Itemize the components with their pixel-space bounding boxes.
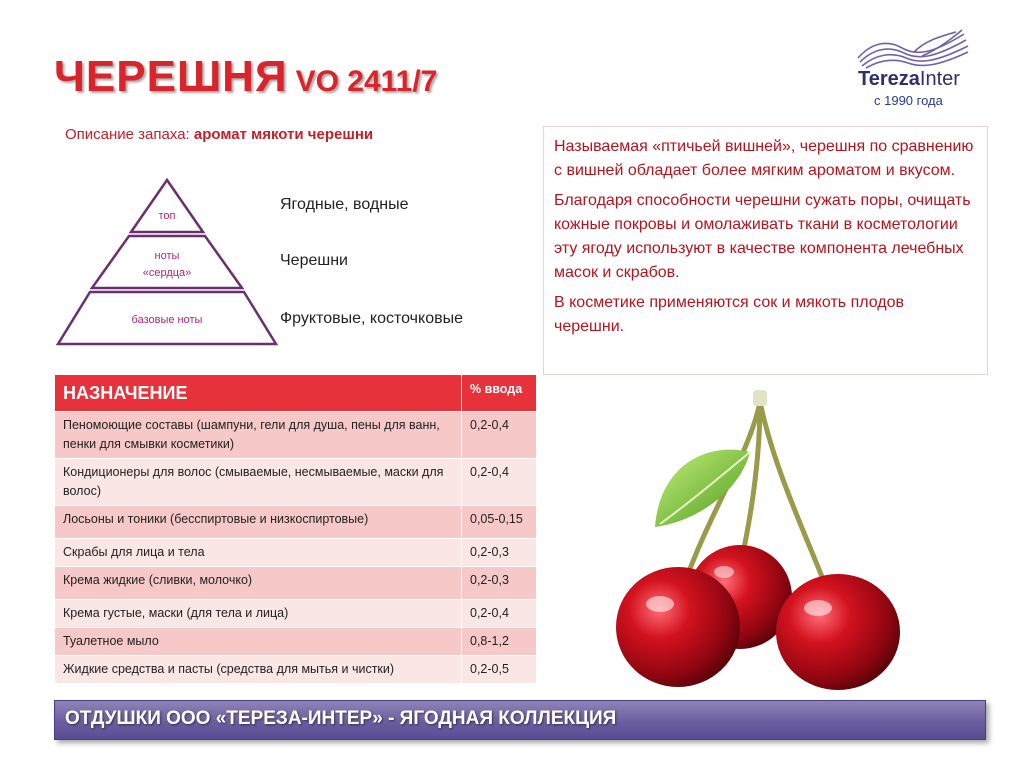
stem-tip <box>753 390 767 406</box>
cherries-image <box>600 382 930 692</box>
table-cell-percent: 0,2-0,3 <box>462 567 537 600</box>
table-cell-percent: 0,8-1,2 <box>462 628 537 656</box>
table-cell-percent: 0,2-0,4 <box>462 412 537 459</box>
scent-label: Описание запаха: <box>65 126 190 143</box>
footer-text: ОТДУШКИ ООО «ТЕРЕЗА-ИНТЕР» - ЯГОДНАЯ КОЛЛЕКЦИЯ <box>65 708 617 729</box>
description-paragraph: В косметике применяются сок и мякоть плодов черешни. <box>554 294 905 335</box>
cherry-right <box>776 574 900 690</box>
note-top: Ягодные, водные <box>280 196 409 213</box>
table-row <box>55 459 537 506</box>
table-cell-purpose: Крема густые, маски (для тела и лица) <box>55 600 462 628</box>
page-title <box>54 52 437 102</box>
table-cell-purpose: Крема жидкие (сливки, молочко) <box>55 567 462 600</box>
pyramid-heart-label-2: «сердца» <box>142 267 192 279</box>
description-paragraph: Называемая «птичьей вишней», черешня по сравнению с вишней обладает более мягким ароматом и вкусом. <box>554 138 974 179</box>
table-cell-purpose: Жидкие средства и пасты (средства для мытья и чистки) <box>55 656 462 684</box>
table-row <box>55 539 537 567</box>
table-cell-percent: 0,2-0,4 <box>462 600 537 628</box>
table-cell-percent: 0,2-0,4 <box>462 459 537 506</box>
pyramid-heart-label-1: ноты <box>154 250 180 262</box>
logo-name: TerezaInter <box>858 68 960 90</box>
table-cell-purpose: Скрабы для лица и тела <box>55 539 462 567</box>
pyramid-top-label: топ <box>158 210 176 222</box>
table-row <box>55 600 537 628</box>
table-header-purpose: НАЗНАЧЕНИЕ <box>55 375 462 412</box>
note-heart: Черешни <box>280 252 348 269</box>
logo-since: с 1990 года <box>874 93 943 108</box>
table-cell-purpose: Лосьоны и тоники (бесспиртовые и низкоспиртовые) <box>55 506 462 539</box>
table-row <box>55 567 537 600</box>
description-box <box>543 126 988 375</box>
table-cell-percent: 0,2-0,3 <box>462 539 537 567</box>
note-base: Фруктовые, косточковые <box>280 310 463 327</box>
table-header-row <box>55 375 537 412</box>
table-row <box>55 506 537 539</box>
table-cell-percent: 0,2-0,5 <box>462 656 537 684</box>
table-row <box>55 628 537 656</box>
table-cell-percent: 0,05-0,15 <box>462 506 537 539</box>
table-cell-purpose: Туалетное мыло <box>55 628 462 656</box>
table-row <box>55 412 537 459</box>
footer-banner <box>54 700 986 740</box>
title-code: VO 2411/7 <box>295 65 438 98</box>
scent-description <box>65 126 373 143</box>
table-cell-purpose: Пеномоющие составы (шампуни, гели для душа, пены для ванн, пенки для смывки косметики) <box>55 412 462 459</box>
description-paragraph: Благодаря способности черешни сужать поры, очищать кожные покровы и омолаживать ткани в косметологии эту ягоду используют в качестве компонента лечебных масок и скрабов. <box>554 192 971 281</box>
scent-value: аромат мякоти черешни <box>193 126 374 143</box>
leaf <box>655 450 750 527</box>
table-row <box>55 656 537 684</box>
title-main: ЧЕРЕШНЯ <box>54 52 288 101</box>
pyramid-base-label: базовые ноты <box>131 314 203 326</box>
table-cell-purpose: Кондиционеры для волос (смываемые, несмываемые, маски для волос) <box>55 459 462 506</box>
scent-pyramid <box>56 178 278 346</box>
cherry-left <box>616 567 740 687</box>
table-header-percent: % ввода <box>462 375 537 412</box>
usage-table <box>54 374 537 684</box>
